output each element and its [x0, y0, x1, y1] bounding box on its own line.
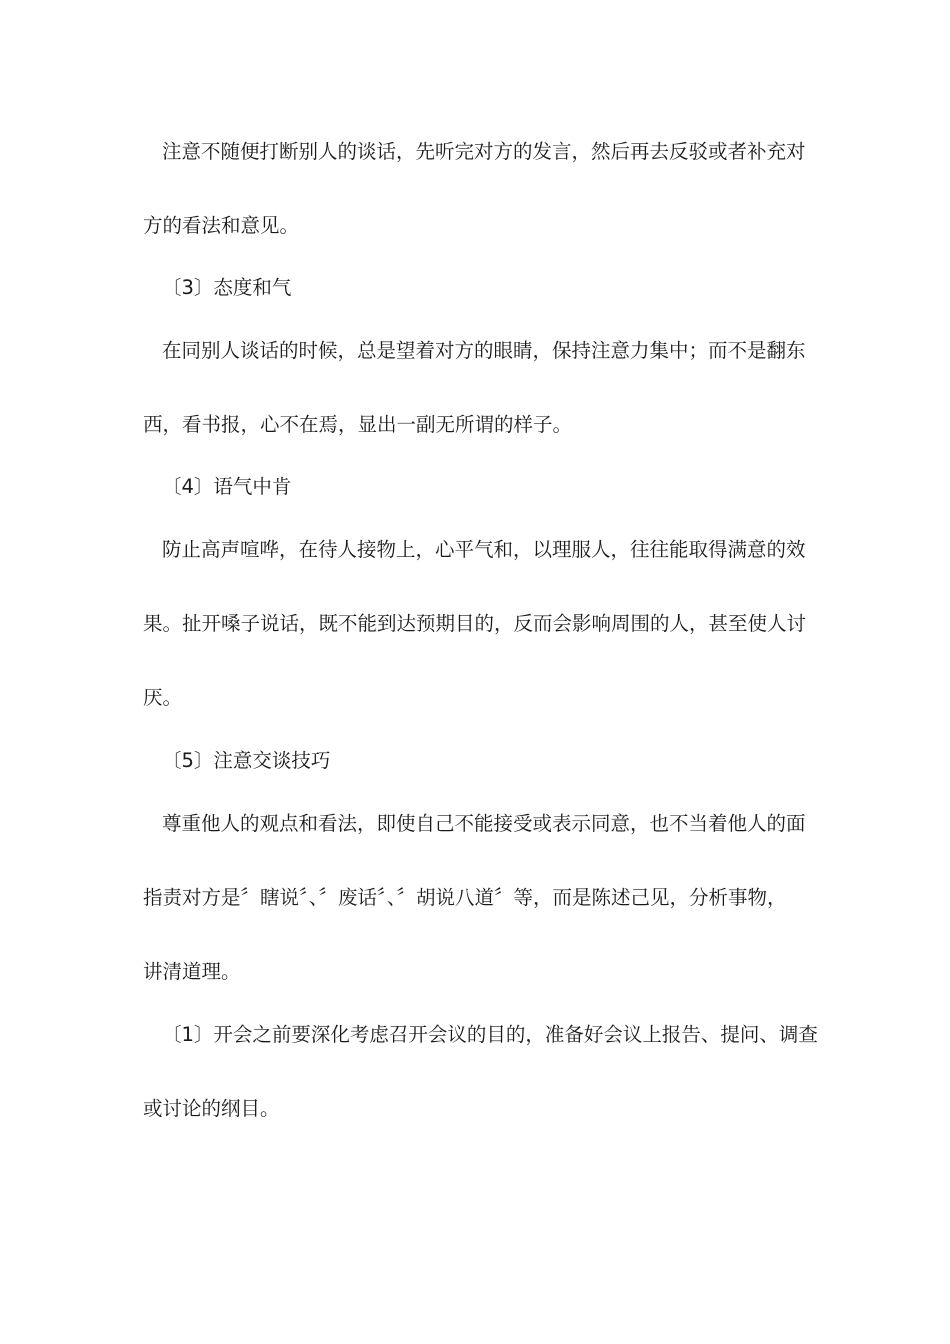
section-heading-4: 〔4〕语气中肯: [162, 475, 292, 498]
paragraph-line-5: 防止高声喧哗，在待人接物上，心平气和，以理服人，往往能取得满意的效: [162, 538, 806, 561]
paragraph-line-11: 或讨论的纲目。: [143, 1097, 280, 1120]
paragraph-line-8: 尊重他人的观点和看法，即使自己不能接受或表示同意，也不当着他人的面: [162, 812, 806, 835]
paragraph-line-7: 厌。: [143, 686, 183, 709]
paragraph-line-10: 讲清道理。: [143, 960, 241, 983]
section-heading-3: 〔3〕态度和气: [162, 276, 292, 299]
paragraph-line-6: 果。扯开嗓子说话，既不能到达预期目的，反而会影响周围的人，甚至使人讨: [143, 612, 807, 635]
section-heading-1: 〔1〕开会之前要深化考虑召开会议的目的，准备好会议上报告、提问、调查: [162, 1023, 818, 1046]
paragraph-line-2: 方的看法和意见。: [143, 214, 300, 237]
paragraph-line-4: 西，看书报，心不在焉，显出一副无所谓的样子。: [143, 413, 573, 436]
paragraph-line-1: 注意不随便打断别人的谈话，先听完对方的发言，然后再去反驳或者补充对: [162, 140, 806, 163]
paragraph-line-9: 指责对方是〞瞎说〞、〞废话〞、〞胡说八道〞等，而是陈述己见，分析事物，: [143, 886, 787, 909]
paragraph-line-3: 在同别人谈话的时候，总是望着对方的眼睛，保持注意力集中；而不是翻东: [162, 339, 806, 362]
section-heading-5: 〔5〕注意交谈技巧: [162, 749, 331, 772]
